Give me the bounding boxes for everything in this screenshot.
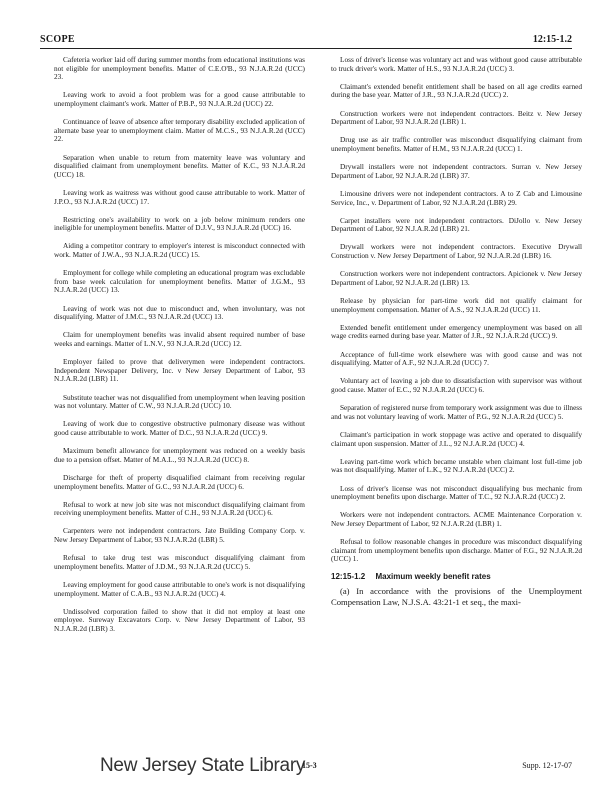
page-number: 15-3 [302,761,317,770]
annotation-paragraph: Restricting one's availability to work on a job below minimum renders one ineligible for unemployment benefits. Matter of D.J.V., 93 N.J.A.R.2d (UCC) 16. [54,214,305,233]
annotation-paragraph: Limousine drivers were not independent contractors. A to Z Cab and Limousine Service, Inc., v. Department of Labor, 92 N.J.A.R.2d (LBR) 29. [331,188,582,207]
annotation-paragraph: Acceptance of full-time work elsewhere was with good cause and was not disqualifying. Matter of A.F., 92 N.J.A.R.2d (UCC) 7. [331,349,582,368]
annotation-paragraph: Construction workers were not independent contractors. Apicionek v. New Jersey Department of Labor, 92 N.J.A.R.2d (LBR) 13. [331,269,582,287]
right-column [331,56,582,608]
annotation-paragraph: Drug use as air traffic controller was misconduct disqualifying claimant from unemployment benefits. Matter of H.M., 93 N.J.A.R.2d (UCC) 1. [331,135,582,153]
supplement-date: Supp. 12-17-07 [522,761,572,770]
section-title: Maximum weekly benefit rates [375,572,491,582]
annotation-paragraph: Leaving employment for good cause attributable to one's work is not disqualifying unemployment. Matter of C.A.B., 93 N.J.A.R.2d (UCC) 4. [54,580,305,598]
left-column [54,56,305,643]
annotation-paragraph: Separation of registered nurse from temporary work assignment was due to illness and was not voluntary leaving of work. Matter of P.G., 92 N.J.A.R.2d (UCC) 5. [331,403,582,421]
annotation-paragraph: Separation when unable to return from maternity leave was voluntary and disqualified claimant from unemployment benefits. Matter of K.C., 93 N.J.A.R.2d (UCC) 18. [54,152,305,179]
annotation-paragraph: Discharge for theft of property disqualified claimant from receiving regular unemployment benefits. Matter of G.C., 93 N.J.A.R.2d (UCC) 6. [54,472,305,491]
annotation-paragraph: Continuance of leave of absence after temporary disability excluded application of alternate base year to unemployment claim. Matter of M.C.S., 93 N.J.A.R.2d (UCC) 22. [54,117,305,144]
annotation-paragraph: Voluntary act of leaving a job due to dissatisfaction with supervisor was without good cause. Matter of E.C., 92 N.J.A.R.2d (UCC) 6. [331,376,582,394]
page-footer [40,755,572,781]
annotation-paragraph: Drywall installers were not independent contractors. Surran v. New Jersey Department of Labor, 92 N.J.A.R.2d (LBR) 37. [331,162,582,180]
annotation-paragraph: Refusal to work at new job site was not misconduct disqualifying claimant from receiving unemployment benefits. Matter of C.H., 93 N.J.A.R.2d (UCC) 6. [54,499,305,518]
annotation-paragraph: Refusal to take drug test was misconduct disqualifying claimant from unemployment benefits. Matter of J.D.M., 93 N.J.A.R.2d (UCC) 5. [54,553,305,571]
annotation-paragraph: Substitute teacher was not disqualified from unemployment when leaving position was not voluntary. Matter of C.W., 93 N.J.A.R.2d (UCC) 10. [54,392,305,411]
annotation-paragraph: Employment for college while completing an educational program was excludable from base week calculation for unemployment benefits. Matter of J.G.M., 93 N.J.A.R.2d (UCC) 13. [54,268,305,295]
annotation-paragraph: Leaving part-time work which became unstable when claimant lost full-time job was not disqualifying. Matter of L.K., 92 N.J.A.R.2d (UCC) 2. [331,456,582,475]
annotation-paragraph: Carpet installers were not independent contractors. DiJollo v. New Jersey Department of Labor, 92 N.J.A.R.2d (LBR) 21. [331,215,582,234]
annotation-paragraph: Claimant's extended benefit entitlement shall be based on all age credits earned during the base year. Matter of J.R., 93 N.J.A.R.2d (UCC) 2. [331,81,582,100]
annotation-paragraph: Construction workers were not independent contractors. Beitz v. New Jersey Department of Labor, 93 N.J.A.R.2d (LBR) 1. [331,108,582,127]
annotation-paragraph: Extended benefit entitlement under emergency unemployment was based on all wage credits earned during base year. Matter of J.R., 92 N.J.A.R.2d (UCC) 9. [331,322,582,341]
annotation-paragraph: Carpenters were not independent contractors. Jate Building Company Corp. v. New Jersey Department of Labor, 93 N.J.A.R.2d (LBR) 5. [54,526,305,545]
annotation-paragraph: Claim for unemployment benefits was invalid absent required number of base weeks and earnings. Matter of L.N.V., 93 N.J.A.R.2d (UCC) 12. [54,330,305,348]
annotation-paragraph: Cafeteria worker laid off during summer months from educational institutions was not eligible for unemployment benefits. Matter of C.E.O'B., 93 N.J.A.R.2d (UCC) 23. [54,55,305,82]
annotation-paragraph: Maximum benefit allowance for unemployment was reduced on a weekly basis due to a pension offset. Matter of M.A.L., 93 N.J.A.R.2d (UCC) 8. [54,446,305,464]
annotation-paragraph: Refusal to follow reasonable changes in procedure was misconduct disqualifying claimant from unemployment benefits upon discharge. Matter of F.G., 92 N.J.A.R.2d (UCC) 1. [331,537,582,564]
annotation-paragraph: Loss of driver's license was not misconduct disqualifying bus mechanic from unemployment benefits upon discharge. Matter of T.C., 92 N.J.A.R.2d (UCC) 2. [331,483,582,502]
annotation-paragraph: Aiding a competitor contrary to employer's interest is misconduct connected with work. Matter of J.W.A., 93 N.J.A.R.2d (UCC) 15. [54,241,305,260]
annotation-paragraph: Leaving of work was not due to misconduct and, when involuntary, was not disqualifying. Matter of J.M.C., 93 N.J.A.R.2d (UCC) 13. [54,303,305,322]
library-watermark: New Jersey State Library [100,755,306,776]
section-body: (a) In accordance with the provisions of the Unemployment Compensation Law, N.J.S.A. 43:21-1 et seq., the maxi- [331,586,582,608]
page-header [40,34,572,49]
section-heading [331,573,582,582]
annotation-paragraph: Loss of driver's license was voluntary act and was without good cause attributable to truck driver's work. Matter of H.S., 93 N.J.A.R.2d (UCC) 3. [331,55,582,73]
annotation-paragraph: Leaving work as waitress was without good cause attributable to work. Matter of J.P.O., 93 N.J.A.R.2d (UCC) 17. [54,187,305,206]
annotation-paragraph: Release by physician for part-time work did not qualify claimant for unemployment compensation. Matter of A.S., 92 N.J.A.R.2d (UCC) 11. [331,296,582,314]
annotation-paragraph: Leaving work to avoid a foot problem was for a good cause attributable to unemployment claimant's work. Matter of P.B.P., 93 N.J.A.R.2d (UCC) 22. [54,90,305,108]
annotation-paragraph: Leaving of work due to congestive obstructive pulmonary disease was without good cause attributable to work. Matter of D.C., 93 N.J.A.R.2d (UCC) 9. [54,419,305,437]
header-chapter-title: SCOPE [40,34,75,45]
section-number: 12:15-1.2 [331,572,366,582]
header-section-number: 12:15-1.2 [532,34,572,45]
annotation-paragraph: Employer failed to prove that deliverymen were independent contractors. Independent Newspaper Delivery, Inc. v New Jersey Department of Labor, 93 N.J.A.R.2d (LBR) 11. [54,357,305,384]
annotation-paragraph: Workers were not independent contractors. ACME Maintenance Corporation v. New Jersey Department of Labor, 92 N.J.A.R.2d (LBR) 1. [331,510,582,528]
annotation-paragraph: Drywall workers were not independent contractors. Executive Drywall Construction v. New Jersey Department of Labor, 92 N.J.A.R.2d (LBR) 16. [331,242,582,261]
annotation-paragraph: Undissolved corporation failed to show that it did not employ at least one employee. Sureway Excavators Corp. v. New Jersey Department of Labor, 93 N.J.A.R.2d (LBR) 3. [54,606,305,633]
annotation-paragraph: Claimant's participation in work stoppage was active and operated to disqualify claimant upon suspension. Matter of J.L., 92 N.J.A.R.2d (UCC) 4. [331,429,582,448]
